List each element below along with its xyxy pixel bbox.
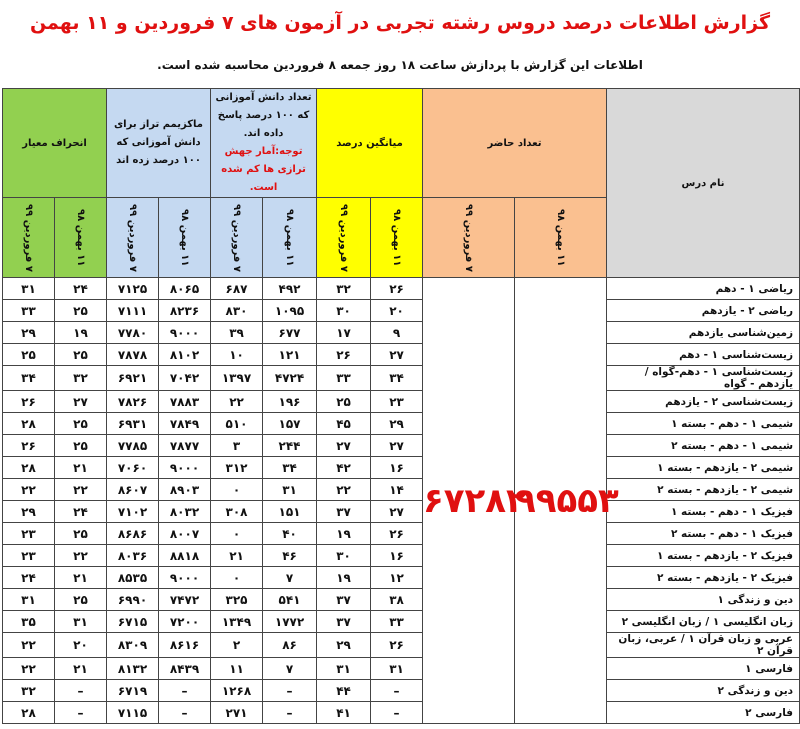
cell-count100-bahman: ۷ — [263, 658, 317, 680]
cell-std-farvardin: ۳۳ — [3, 300, 55, 322]
cell-count100-bahman: – — [263, 680, 317, 702]
cell-avg-bahman: – — [371, 680, 423, 702]
cell-subject: ریاضی ۲ - یازدهم — [607, 300, 800, 322]
cell-std-bahman: ۲۰ — [55, 633, 107, 658]
cell-max-bahman: ۸۱۰۲ — [159, 344, 211, 366]
cell-max-farvardin: ۷۱۱۱ — [107, 300, 159, 322]
cell-avg-bahman: ۳۱ — [371, 658, 423, 680]
header-subject: نام درس — [607, 89, 800, 278]
cell-max-farvardin: ۷۱۱۵ — [107, 702, 159, 724]
cell-max-bahman: ۹۰۰۰ — [159, 457, 211, 479]
table-row — [3, 633, 800, 658]
header-count100-farvardin: ۷ فروردین ۹۹ — [211, 198, 263, 278]
header-count100-bahman: ۱۱ بهمن ۹۸ — [263, 198, 317, 278]
table-row — [3, 501, 800, 523]
cell-avg-farvardin: ۱۹ — [317, 523, 371, 545]
cell-count100-farvardin: ۱۲۶۸ — [211, 680, 263, 702]
cell-avg-farvardin: ۲۷ — [317, 435, 371, 457]
cell-max-bahman: ۸۴۳۹ — [159, 658, 211, 680]
cell-subject: فیزیک ۱ - دهم - بسته ۲ — [607, 523, 800, 545]
cell-max-farvardin: ۸۶۸۶ — [107, 523, 159, 545]
cell-std-bahman: ۲۵ — [55, 300, 107, 322]
cell-avg-farvardin: ۱۹ — [317, 567, 371, 589]
cell-max-farvardin: ۷۷۸۰ — [107, 322, 159, 344]
cell-max-farvardin: ۷۸۲۶ — [107, 391, 159, 413]
cell-count100-bahman: ۶۷۷ — [263, 322, 317, 344]
cell-std-farvardin: ۲۹ — [3, 322, 55, 344]
cell-count100-bahman: – — [263, 702, 317, 724]
cell-max-bahman: ۸۶۱۶ — [159, 633, 211, 658]
table-row — [3, 391, 800, 413]
cell-std-farvardin: ۲۲ — [3, 479, 55, 501]
cell-count100-farvardin: ۳۲۵ — [211, 589, 263, 611]
cell-max-farvardin: ۷۷۸۵ — [107, 435, 159, 457]
cell-count100-farvardin: ۰ — [211, 567, 263, 589]
cell-avg-bahman: ۲۷ — [371, 344, 423, 366]
cell-count100-bahman: ۷ — [263, 567, 317, 589]
cell-max-farvardin: ۷۸۷۸ — [107, 344, 159, 366]
cell-max-farvardin: ۸۳۰۹ — [107, 633, 159, 658]
cell-max-bahman: ۹۰۰۰ — [159, 567, 211, 589]
cell-subject: زبان انگلیسی ۱ / زبان انگلیسی ۲ — [607, 611, 800, 633]
cell-max-bahman: ۷۴۷۲ — [159, 589, 211, 611]
table-row — [3, 589, 800, 611]
cell-avg-bahman: ۲۶ — [371, 278, 423, 300]
cell-count100-bahman: ۴۷۲۴ — [263, 366, 317, 391]
cell-avg-bahman: ۲۳ — [371, 391, 423, 413]
cell-avg-bahman: ۲۷ — [371, 501, 423, 523]
table-row — [3, 322, 800, 344]
table-row — [3, 366, 800, 391]
cell-avg-bahman: ۲۶ — [371, 523, 423, 545]
cell-subject: زیست‌شناسی ۲ - یازدهم — [607, 391, 800, 413]
cell-count100-farvardin: ۲ — [211, 633, 263, 658]
cell-avg-farvardin: ۲۲ — [317, 479, 371, 501]
cell-std-farvardin: ۲۳ — [3, 545, 55, 567]
table-row — [3, 479, 800, 501]
cell-max-farvardin: ۸۵۳۵ — [107, 567, 159, 589]
header-present-farvardin: ۷ فروردین ۹۹ — [423, 198, 515, 278]
cell-subject: ریاضی ۱ - دهم — [607, 278, 800, 300]
cell-avg-farvardin: ۲۵ — [317, 391, 371, 413]
cell-max-farvardin: ۸۰۳۶ — [107, 545, 159, 567]
report-subtitle: اطلاعات این گزارش با پردازش ساعت ۱۸ روز جمعه ۸ فروردین محاسبه شده است. — [157, 58, 643, 72]
cell-std-farvardin: ۲۸ — [3, 702, 55, 724]
cell-max-farvardin: ۷۱۲۵ — [107, 278, 159, 300]
cell-max-bahman: ۸۰۶۵ — [159, 278, 211, 300]
cell-avg-farvardin: ۳۷ — [317, 611, 371, 633]
table-row — [3, 680, 800, 702]
cell-avg-farvardin: ۳۷ — [317, 589, 371, 611]
cell-std-farvardin: ۳۱ — [3, 278, 55, 300]
header-max-farvardin: ۷ فروردین ۹۹ — [107, 198, 159, 278]
cell-max-farvardin: ۶۷۱۵ — [107, 611, 159, 633]
cell-std-farvardin: ۳۵ — [3, 611, 55, 633]
cell-subject: زیست‌شناسی ۱ - دهم-گواه / یازدهم - گواه — [607, 366, 800, 391]
cell-std-bahman: ۲۵ — [55, 435, 107, 457]
cell-max-bahman: – — [159, 702, 211, 724]
cell-avg-farvardin: ۴۲ — [317, 457, 371, 479]
cell-avg-farvardin: ۴۱ — [317, 702, 371, 724]
header-count100: تعداد دانش آموزانی که ۱۰۰ درصد پاسخ داده اند. توجه:آمار جهش ترازی ها کم شده است. — [211, 89, 317, 198]
cell-count100-bahman: ۱۵۷ — [263, 413, 317, 435]
cell-std-bahman: ۲۵ — [55, 344, 107, 366]
cell-count100-farvardin: ۳۱۲ — [211, 457, 263, 479]
cell-count100-bahman: ۲۴۴ — [263, 435, 317, 457]
cell-max-bahman: ۹۰۰۰ — [159, 322, 211, 344]
table-row — [3, 278, 800, 300]
cell-subject: شیمی ۲ - یازدهم - بسته ۱ — [607, 457, 800, 479]
cell-count100-farvardin: ۰ — [211, 479, 263, 501]
cell-avg-farvardin: ۳۷ — [317, 501, 371, 523]
cell-avg-farvardin: ۳۲ — [317, 278, 371, 300]
cell-count100-bahman: ۵۴۱ — [263, 589, 317, 611]
cell-avg-farvardin: ۴۴ — [317, 680, 371, 702]
cell-std-farvardin: ۲۵ — [3, 344, 55, 366]
header-present-bahman: ۱۱ بهمن ۹۸ — [515, 198, 607, 278]
cell-avg-farvardin: ۳۰ — [317, 300, 371, 322]
cell-count100-farvardin: ۱۰ — [211, 344, 263, 366]
cell-count100-farvardin: ۱۳۹۷ — [211, 366, 263, 391]
cell-max-farvardin: ۸۱۳۲ — [107, 658, 159, 680]
cell-subject: فیزیک ۲ - یازدهم - بسته ۱ — [607, 545, 800, 567]
cell-subject: شیمی ۱ - دهم - بسته ۲ — [607, 435, 800, 457]
table-row — [3, 413, 800, 435]
cell-avg-bahman: ۲۷ — [371, 435, 423, 457]
cell-std-bahman: ۲۵ — [55, 413, 107, 435]
cell-std-farvardin: ۳۱ — [3, 589, 55, 611]
cell-avg-bahman: ۹ — [371, 322, 423, 344]
cell-std-farvardin: ۲۲ — [3, 633, 55, 658]
cell-std-farvardin: ۲۸ — [3, 413, 55, 435]
cell-max-bahman: ۷۸۸۳ — [159, 391, 211, 413]
cell-std-bahman: ۲۲ — [55, 545, 107, 567]
cell-std-bahman: – — [55, 702, 107, 724]
header-std-farvardin: ۷ فروردین ۹۹ — [3, 198, 55, 278]
cell-max-farvardin: ۷۰۶۰ — [107, 457, 159, 479]
table-row — [3, 344, 800, 366]
cell-count100-farvardin: ۲۲ — [211, 391, 263, 413]
cell-max-bahman: ۷۸۴۹ — [159, 413, 211, 435]
cell-std-farvardin: ۲۳ — [3, 523, 55, 545]
cell-avg-farvardin: ۳۳ — [317, 366, 371, 391]
cell-count100-bahman: ۱۰۹۵ — [263, 300, 317, 322]
header-std-bahman: ۱۱ بهمن ۹۸ — [55, 198, 107, 278]
cell-max-farvardin: ۶۹۹۰ — [107, 589, 159, 611]
cell-std-farvardin: ۲۲ — [3, 658, 55, 680]
cell-avg-bahman: ۳۳ — [371, 611, 423, 633]
cell-subject: فارسی ۱ — [607, 658, 800, 680]
table-row — [3, 457, 800, 479]
cell-subject: عربی و زبان قرآن ۱ / عربی، زبان قرآن ۲ — [607, 633, 800, 658]
cell-max-bahman: ۸۲۳۶ — [159, 300, 211, 322]
cell-subject: شیمی ۱ - دهم - بسته ۱ — [607, 413, 800, 435]
cell-std-bahman: ۳۱ — [55, 611, 107, 633]
cell-count100-farvardin: ۳ — [211, 435, 263, 457]
cell-max-bahman: – — [159, 680, 211, 702]
header-max-bahman: ۱۱ بهمن ۹۸ — [159, 198, 211, 278]
cell-std-bahman: ۲۲ — [55, 479, 107, 501]
table-row — [3, 611, 800, 633]
cell-count100-bahman: ۱۹۶ — [263, 391, 317, 413]
cell-std-bahman: ۲۷ — [55, 391, 107, 413]
table-row — [3, 435, 800, 457]
cell-count100-farvardin: ۱۱ — [211, 658, 263, 680]
cell-count100-farvardin: ۰ — [211, 523, 263, 545]
cell-max-farvardin: ۷۱۰۲ — [107, 501, 159, 523]
cell-max-farvardin: ۶۹۳۱ — [107, 413, 159, 435]
report-title: گزارش اطلاعات درصد دروس رشته تجربی در آزمون های ۷ فروردین و ۱۱ بهمن — [29, 12, 771, 34]
cell-avg-bahman: ۲۰ — [371, 300, 423, 322]
cell-avg-farvardin: ۱۷ — [317, 322, 371, 344]
cell-subject: فیزیک ۱ - دهم - بسته ۱ — [607, 501, 800, 523]
table-row — [3, 523, 800, 545]
cell-subject: فارسی ۲ — [607, 702, 800, 724]
cell-count100-bahman: ۴۶ — [263, 545, 317, 567]
cell-max-bahman: ۸۸۱۸ — [159, 545, 211, 567]
cell-count100-bahman: ۳۴ — [263, 457, 317, 479]
header-avg-farvardin: ۷ فروردین ۹۹ — [317, 198, 371, 278]
cell-avg-bahman: ۲۶ — [371, 633, 423, 658]
cell-avg-bahman: ۱۲ — [371, 567, 423, 589]
cell-subject: زمین‌شناسی یازدهم — [607, 322, 800, 344]
cell-std-bahman: ۲۴ — [55, 278, 107, 300]
cell-avg-farvardin: ۳۱ — [317, 658, 371, 680]
cell-count100-bahman: ۱۷۷۲ — [263, 611, 317, 633]
cell-count100-farvardin: ۳۰۸ — [211, 501, 263, 523]
cell-max-farvardin: ۶۹۲۱ — [107, 366, 159, 391]
cell-avg-farvardin: ۲۶ — [317, 344, 371, 366]
cell-std-farvardin: ۳۴ — [3, 366, 55, 391]
table-row — [3, 567, 800, 589]
cell-avg-bahman: ۲۹ — [371, 413, 423, 435]
cell-std-bahman: ۲۵ — [55, 523, 107, 545]
cell-count100-bahman: ۳۱ — [263, 479, 317, 501]
cell-subject: دین و زندگی ۲ — [607, 680, 800, 702]
cell-std-bahman: ۱۹ — [55, 322, 107, 344]
cell-max-bahman: ۸۰۳۲ — [159, 501, 211, 523]
cell-avg-bahman: ۱۶ — [371, 457, 423, 479]
cell-max-bahman: ۷۸۷۷ — [159, 435, 211, 457]
cell-std-bahman: ۲۵ — [55, 589, 107, 611]
cell-avg-bahman: ۱۶ — [371, 545, 423, 567]
cell-avg-farvardin: ۴۵ — [317, 413, 371, 435]
cell-std-bahman: – — [55, 680, 107, 702]
table-row — [3, 300, 800, 322]
cell-count100-farvardin: ۶۸۷ — [211, 278, 263, 300]
cell-count100-bahman: ۴۹۲ — [263, 278, 317, 300]
cell-count100-farvardin: ۵۱۰ — [211, 413, 263, 435]
cell-std-farvardin: ۲۸ — [3, 457, 55, 479]
header-std: انحراف معیار — [3, 89, 107, 198]
cell-std-bahman: ۲۱ — [55, 658, 107, 680]
table-row — [3, 545, 800, 567]
table-row — [3, 658, 800, 680]
table-row — [3, 702, 800, 724]
cell-count100-farvardin: ۳۹ — [211, 322, 263, 344]
cell-count100-farvardin: ۲۷۱ — [211, 702, 263, 724]
cell-avg-farvardin: ۲۹ — [317, 633, 371, 658]
cell-count100-bahman: ۸۶ — [263, 633, 317, 658]
cell-subject: فیزیک ۲ - یازدهم - بسته ۲ — [607, 567, 800, 589]
header-present: تعداد حاضر — [423, 89, 607, 198]
cell-count100-farvardin: ۱۳۴۹ — [211, 611, 263, 633]
cell-max-farvardin: ۸۶۰۷ — [107, 479, 159, 501]
cell-max-farvardin: ۶۷۱۹ — [107, 680, 159, 702]
cell-max-bahman: ۸۹۰۳ — [159, 479, 211, 501]
cell-count100-bahman: ۴۰ — [263, 523, 317, 545]
header-max-taraz: ماکزیمم تراز برای دانش آموزانی که ۱۰۰ درصد زده اند — [107, 89, 211, 198]
cell-avg-bahman: ۳۴ — [371, 366, 423, 391]
cell-count100-farvardin: ۸۳۰ — [211, 300, 263, 322]
header-avg: میانگین درصد — [317, 89, 423, 198]
present-total-bahman: ۹۹۵۵۳ — [515, 278, 607, 724]
cell-count100-bahman: ۱۵۱ — [263, 501, 317, 523]
cell-std-farvardin: ۲۹ — [3, 501, 55, 523]
report-table — [2, 88, 800, 724]
cell-avg-bahman: ۱۴ — [371, 479, 423, 501]
cell-std-farvardin: ۲۶ — [3, 391, 55, 413]
cell-std-farvardin: ۲۶ — [3, 435, 55, 457]
cell-count100-farvardin: ۲۱ — [211, 545, 263, 567]
cell-subject: زیست‌شناسی ۱ - دهم — [607, 344, 800, 366]
cell-std-farvardin: ۳۲ — [3, 680, 55, 702]
cell-max-bahman: ۷۲۰۰ — [159, 611, 211, 633]
cell-subject: شیمی ۲ - یازدهم - بسته ۲ — [607, 479, 800, 501]
cell-avg-bahman: – — [371, 702, 423, 724]
cell-std-bahman: ۲۴ — [55, 501, 107, 523]
cell-std-bahman: ۲۱ — [55, 567, 107, 589]
cell-std-farvardin: ۲۴ — [3, 567, 55, 589]
cell-max-bahman: ۷۰۴۲ — [159, 366, 211, 391]
cell-std-bahman: ۲۱ — [55, 457, 107, 479]
cell-count100-bahman: ۱۲۱ — [263, 344, 317, 366]
present-total-farvardin: ۶۷۲۸۲ — [423, 278, 515, 724]
cell-avg-farvardin: ۳۰ — [317, 545, 371, 567]
header-avg-bahman: ۱۱ بهمن ۹۸ — [371, 198, 423, 278]
cell-max-bahman: ۸۰۰۷ — [159, 523, 211, 545]
header-count100-note: توجه:آمار جهش ترازی ها کم شده است. — [221, 146, 306, 193]
cell-avg-bahman: ۳۸ — [371, 589, 423, 611]
cell-std-bahman: ۳۲ — [55, 366, 107, 391]
cell-subject: دین و زندگی ۱ — [607, 589, 800, 611]
